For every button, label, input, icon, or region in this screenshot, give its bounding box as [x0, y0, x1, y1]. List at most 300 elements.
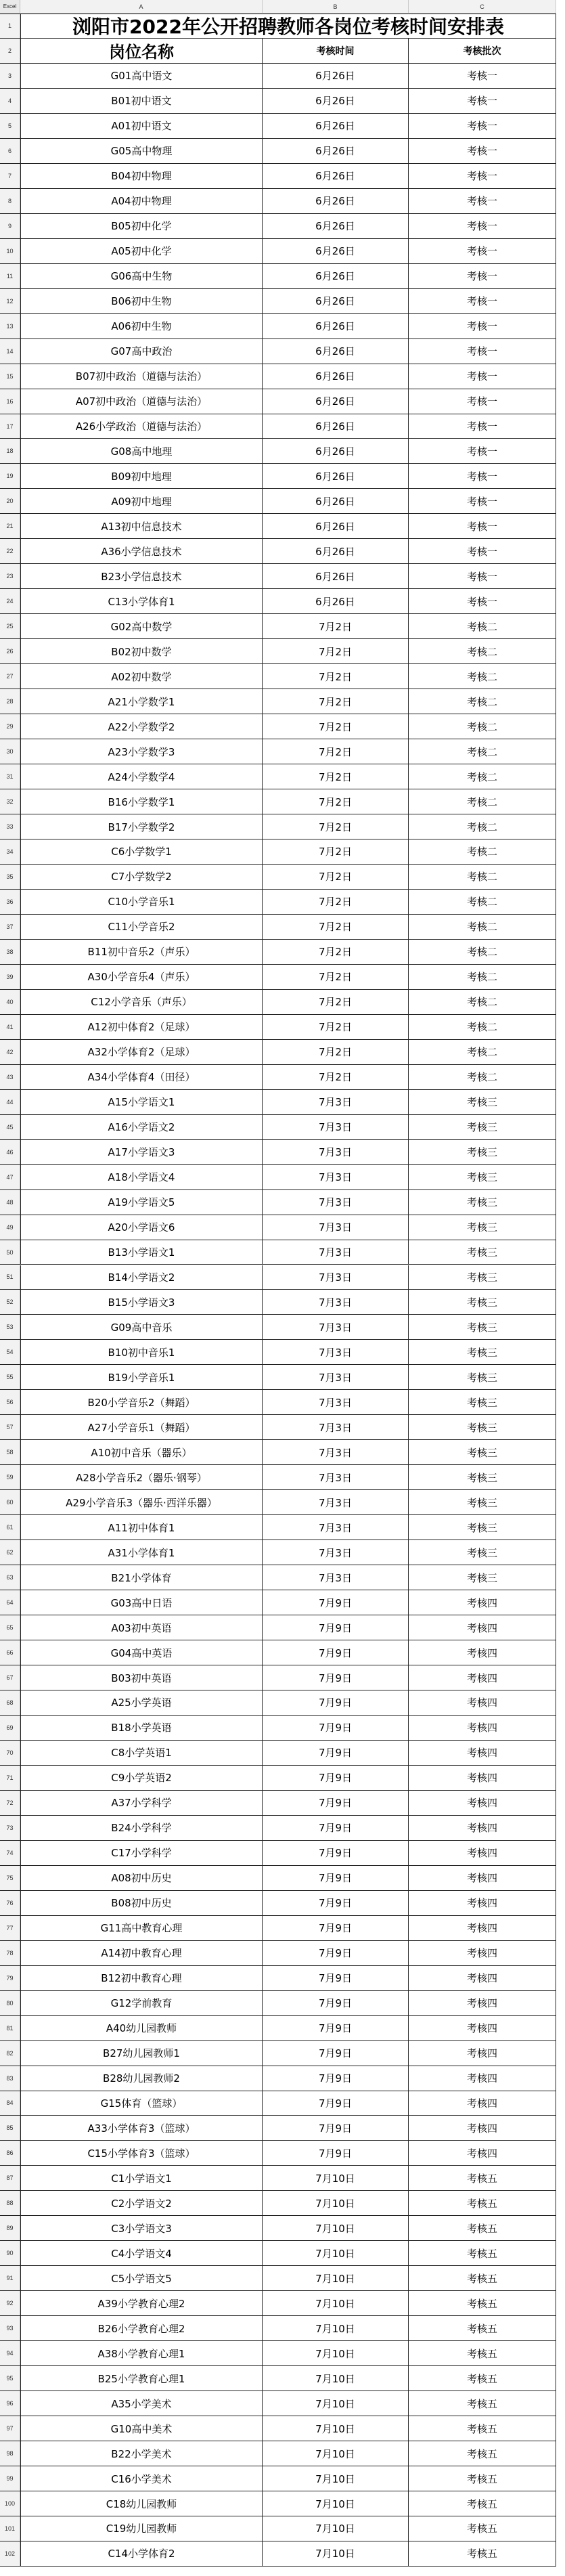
cell-batch[interactable]: 考核三 — [409, 1440, 556, 1464]
cell-time[interactable]: 7月2日 — [263, 1065, 409, 1089]
cell-time[interactable]: 7月9日 — [263, 1716, 409, 1740]
cell-time[interactable]: 7月9日 — [263, 1665, 409, 1690]
cell-time[interactable]: 7月9日 — [263, 1741, 409, 1765]
cell-time[interactable]: 7月3日 — [263, 1240, 409, 1265]
cell-time[interactable]: 7月2日 — [263, 890, 409, 914]
sheet-title[interactable]: 浏阳市2022年公开招聘教师各岗位考核时间安排表 — [20, 14, 556, 38]
cell-time[interactable]: 7月3日 — [263, 1415, 409, 1439]
cell-batch[interactable]: 考核一 — [409, 164, 556, 188]
cell-position[interactable]: B05初中化学 — [20, 214, 263, 238]
cell-position[interactable]: A40幼儿园教师 — [20, 2016, 263, 2040]
cell-batch[interactable]: 考核四 — [409, 2141, 556, 2165]
cell-batch[interactable]: 考核四 — [409, 2066, 556, 2091]
cell-batch[interactable]: 考核一 — [409, 214, 556, 238]
column-header-b[interactable]: B — [263, 0, 409, 14]
cell-batch[interactable]: 考核一 — [409, 239, 556, 263]
cell-time[interactable]: 7月9日 — [263, 2141, 409, 2165]
cell-batch[interactable]: 考核三 — [409, 1365, 556, 1389]
cell-position[interactable]: B14小学语文2 — [20, 1265, 263, 1290]
cell-position[interactable]: G06高中生物 — [20, 264, 263, 288]
cell-time[interactable]: 7月9日 — [263, 1590, 409, 1615]
cell-position[interactable]: A01初中语文 — [20, 114, 263, 138]
cell-position[interactable]: A18小学语文4 — [20, 1165, 263, 1189]
cell-time[interactable]: 7月10日 — [263, 2216, 409, 2240]
cell-position[interactable]: G01高中语文 — [20, 64, 263, 88]
cell-time[interactable]: 7月10日 — [263, 2466, 409, 2491]
cell-batch[interactable]: 考核二 — [409, 739, 556, 764]
cell-time[interactable]: 7月3日 — [263, 1365, 409, 1389]
cell-time[interactable]: 7月2日 — [263, 714, 409, 739]
cell-position[interactable]: C2小学语文2 — [20, 2191, 263, 2215]
cell-position[interactable]: B21小学体育 — [20, 1565, 263, 1590]
cell-batch[interactable]: 考核一 — [409, 589, 556, 613]
cell-batch[interactable]: 考核五 — [409, 2416, 556, 2441]
cell-time[interactable]: 6月26日 — [263, 214, 409, 238]
cell-position[interactable]: A35小学美术 — [20, 2391, 263, 2416]
cell-batch[interactable]: 考核二 — [409, 915, 556, 939]
cell-position[interactable]: B01初中语文 — [20, 89, 263, 113]
cell-time[interactable]: 7月3日 — [263, 1390, 409, 1414]
cell-batch[interactable]: 考核一 — [409, 314, 556, 339]
cell-time[interactable]: 7月2日 — [263, 739, 409, 764]
cell-time[interactable]: 6月26日 — [263, 539, 409, 563]
cell-position[interactable]: C13小学体育1 — [20, 589, 263, 613]
header-cell-batch[interactable]: 考核批次 — [409, 39, 556, 63]
cell-batch[interactable]: 考核四 — [409, 1741, 556, 1765]
cell-batch[interactable]: 考核二 — [409, 639, 556, 663]
cell-position[interactable]: B22小学美术 — [20, 2441, 263, 2466]
cell-position[interactable]: A12初中体育2（足球） — [20, 1015, 263, 1039]
cell-time[interactable]: 7月2日 — [263, 865, 409, 889]
cell-time[interactable]: 7月10日 — [263, 2441, 409, 2466]
cell-time[interactable]: 7月2日 — [263, 965, 409, 989]
cell-position[interactable]: B03初中英语 — [20, 1665, 263, 1690]
cell-batch[interactable]: 考核五 — [409, 2366, 556, 2391]
cell-time[interactable]: 7月9日 — [263, 1640, 409, 1665]
cell-time[interactable]: 7月10日 — [263, 2541, 409, 2566]
cell-position[interactable]: A05初中化学 — [20, 239, 263, 263]
cell-batch[interactable]: 考核五 — [409, 2516, 556, 2541]
cell-batch[interactable]: 考核二 — [409, 614, 556, 638]
cell-position[interactable]: A28小学音乐2（器乐·钢琴） — [20, 1465, 263, 1489]
cell-position[interactable]: B24小学科学 — [20, 1816, 263, 1840]
cell-time[interactable]: 7月10日 — [263, 2416, 409, 2441]
cell-position[interactable]: C15小学体育3（篮球） — [20, 2141, 263, 2165]
cell-time[interactable]: 6月26日 — [263, 564, 409, 588]
cell-position[interactable]: G08高中地理 — [20, 439, 263, 463]
cell-time[interactable]: 6月26日 — [263, 64, 409, 88]
cell-batch[interactable]: 考核四 — [409, 1640, 556, 1665]
cell-position[interactable]: A03初中英语 — [20, 1615, 263, 1640]
cell-batch[interactable]: 考核四 — [409, 1866, 556, 1890]
cell-batch[interactable]: 考核五 — [409, 2391, 556, 2416]
cell-time[interactable]: 7月3日 — [263, 1190, 409, 1215]
cell-batch[interactable]: 考核一 — [409, 539, 556, 563]
cell-time[interactable]: 7月2日 — [263, 789, 409, 814]
cell-batch[interactable]: 考核二 — [409, 1015, 556, 1039]
cell-time[interactable]: 6月26日 — [263, 264, 409, 288]
cell-batch[interactable]: 考核一 — [409, 564, 556, 588]
cell-batch[interactable]: 考核三 — [409, 1565, 556, 1590]
cell-batch[interactable]: 考核一 — [409, 464, 556, 488]
cell-time[interactable]: 6月26日 — [263, 114, 409, 138]
cell-position[interactable]: A15小学语文1 — [20, 1090, 263, 1114]
cell-time[interactable]: 7月9日 — [263, 1966, 409, 1990]
cell-position[interactable]: A23小学数学3 — [20, 739, 263, 764]
cell-time[interactable]: 7月10日 — [263, 2266, 409, 2290]
cell-time[interactable]: 6月26日 — [263, 89, 409, 113]
cell-batch[interactable]: 考核五 — [409, 2166, 556, 2190]
cell-position[interactable]: A34小学体育4（田径） — [20, 1065, 263, 1089]
cell-time[interactable]: 6月26日 — [263, 414, 409, 439]
cell-batch[interactable]: 考核三 — [409, 1340, 556, 1364]
cell-position[interactable]: G07高中政治 — [20, 339, 263, 364]
cell-time[interactable]: 7月2日 — [263, 664, 409, 689]
cell-time[interactable]: 7月10日 — [263, 2491, 409, 2516]
cell-position[interactable]: A09初中地理 — [20, 489, 263, 513]
cell-batch[interactable]: 考核一 — [409, 189, 556, 213]
cell-position[interactable]: C11小学音乐2 — [20, 915, 263, 939]
cell-position[interactable]: B18小学英语 — [20, 1716, 263, 1740]
cell-position[interactable]: B26小学教育心理2 — [20, 2316, 263, 2340]
cell-batch[interactable]: 考核五 — [409, 2266, 556, 2290]
cell-position[interactable]: B08初中历史 — [20, 1891, 263, 1915]
cell-time[interactable]: 7月10日 — [263, 2516, 409, 2541]
cell-position[interactable]: G09高中音乐 — [20, 1315, 263, 1339]
cell-time[interactable]: 7月9日 — [263, 1991, 409, 2015]
cell-time[interactable]: 7月9日 — [263, 1941, 409, 1965]
cell-time[interactable]: 7月9日 — [263, 2116, 409, 2140]
cell-position[interactable]: B20小学音乐2（舞蹈） — [20, 1390, 263, 1414]
cell-position[interactable]: A20小学语文6 — [20, 1215, 263, 1240]
cell-position[interactable]: A04初中物理 — [20, 189, 263, 213]
cell-time[interactable]: 6月26日 — [263, 139, 409, 163]
cell-time[interactable]: 7月2日 — [263, 940, 409, 964]
cell-position[interactable]: G15体育（篮球） — [20, 2091, 263, 2116]
cell-time[interactable]: 7月3日 — [263, 1290, 409, 1314]
cell-batch[interactable]: 考核四 — [409, 1916, 556, 1940]
cell-batch[interactable]: 考核三 — [409, 1165, 556, 1189]
cell-time[interactable]: 6月26日 — [263, 514, 409, 538]
column-header-c[interactable]: C — [409, 0, 556, 14]
cell-batch[interactable]: 考核三 — [409, 1215, 556, 1240]
cell-time[interactable]: 6月26日 — [263, 439, 409, 463]
cell-time[interactable]: 7月2日 — [263, 1040, 409, 1064]
cell-position[interactable]: A21小学数学1 — [20, 689, 263, 714]
cell-time[interactable]: 7月2日 — [263, 614, 409, 638]
cell-position[interactable]: B15小学语文3 — [20, 1290, 263, 1314]
cell-batch[interactable]: 考核三 — [409, 1415, 556, 1439]
cell-position[interactable]: A11初中体育1 — [20, 1515, 263, 1540]
cell-batch[interactable]: 考核三 — [409, 1490, 556, 1514]
cell-time[interactable]: 7月9日 — [263, 1791, 409, 1815]
cell-position[interactable]: C19幼儿园教师 — [20, 2516, 263, 2541]
cell-batch[interactable]: 考核五 — [409, 2191, 556, 2215]
cell-batch[interactable]: 考核一 — [409, 339, 556, 364]
cell-batch[interactable]: 考核一 — [409, 264, 556, 288]
cell-position[interactable]: C3小学语文3 — [20, 2216, 263, 2240]
cell-batch[interactable]: 考核二 — [409, 1040, 556, 1064]
cell-position[interactable]: G05高中物理 — [20, 139, 263, 163]
cell-batch[interactable]: 考核五 — [409, 2291, 556, 2315]
cell-position[interactable]: C8小学英语1 — [20, 1741, 263, 1765]
cell-batch[interactable]: 考核二 — [409, 789, 556, 814]
cell-time[interactable]: 7月10日 — [263, 2341, 409, 2365]
cell-position[interactable]: A02初中数学 — [20, 664, 263, 689]
cell-position[interactable]: B13小学语文1 — [20, 1240, 263, 1265]
cell-position[interactable]: B19小学音乐1 — [20, 1365, 263, 1389]
cell-time[interactable]: 7月3日 — [263, 1440, 409, 1464]
cell-position[interactable]: C17小学科学 — [20, 1841, 263, 1865]
cell-batch[interactable]: 考核二 — [409, 764, 556, 789]
cell-time[interactable]: 7月10日 — [263, 2316, 409, 2340]
cell-position[interactable]: A36小学信息技术 — [20, 539, 263, 563]
cell-time[interactable]: 7月3日 — [263, 1140, 409, 1164]
header-cell-time[interactable]: 考核时间 — [263, 39, 409, 63]
cell-batch[interactable]: 考核四 — [409, 1891, 556, 1915]
cell-time[interactable]: 7月3日 — [263, 1540, 409, 1565]
cell-position[interactable]: B06初中生物 — [20, 289, 263, 313]
cell-batch[interactable]: 考核五 — [409, 2541, 556, 2566]
cell-time[interactable]: 7月2日 — [263, 1015, 409, 1039]
cell-position[interactable]: C4小学语文4 — [20, 2241, 263, 2265]
cell-batch[interactable]: 考核五 — [409, 2341, 556, 2365]
cell-position[interactable]: G12学前教育 — [20, 1991, 263, 2015]
cell-time[interactable]: 6月26日 — [263, 189, 409, 213]
cell-batch[interactable]: 考核一 — [409, 64, 556, 88]
cell-batch[interactable]: 考核三 — [409, 1465, 556, 1489]
cell-time[interactable]: 7月9日 — [263, 1816, 409, 1840]
cell-batch[interactable]: 考核四 — [409, 1841, 556, 1865]
cell-time[interactable]: 7月9日 — [263, 1766, 409, 1790]
cell-position[interactable]: A31小学体育1 — [20, 1540, 263, 1565]
cell-time[interactable]: 7月3日 — [263, 1165, 409, 1189]
cell-position[interactable]: C1小学语文1 — [20, 2166, 263, 2190]
header-cell-position[interactable]: 岗位名称 — [20, 39, 263, 63]
cell-batch[interactable]: 考核四 — [409, 1665, 556, 1690]
cell-position[interactable]: A25小学英语 — [20, 1690, 263, 1715]
cell-batch[interactable]: 考核一 — [409, 289, 556, 313]
cell-batch[interactable]: 考核三 — [409, 1540, 556, 1565]
cell-time[interactable]: 6月26日 — [263, 289, 409, 313]
cell-position[interactable]: B07初中政治（道德与法治） — [20, 364, 263, 389]
cell-batch[interactable]: 考核四 — [409, 2041, 556, 2066]
cell-position[interactable]: G04高中英语 — [20, 1640, 263, 1665]
cell-position[interactable]: C14小学体育2 — [20, 2541, 263, 2566]
cell-time[interactable]: 7月3日 — [263, 1265, 409, 1290]
cell-time[interactable]: 7月10日 — [263, 2241, 409, 2265]
cell-batch[interactable]: 考核三 — [409, 1515, 556, 1540]
cell-position[interactable]: A26小学政治（道德与法治） — [20, 414, 263, 439]
cell-batch[interactable]: 考核五 — [409, 2466, 556, 2491]
cell-batch[interactable]: 考核一 — [409, 89, 556, 113]
cell-time[interactable]: 7月10日 — [263, 2291, 409, 2315]
cell-time[interactable]: 6月26日 — [263, 464, 409, 488]
cell-batch[interactable]: 考核二 — [409, 839, 556, 864]
cell-position[interactable]: A14初中教育心理 — [20, 1941, 263, 1965]
cell-batch[interactable]: 考核三 — [409, 1090, 556, 1114]
cell-time[interactable]: 7月10日 — [263, 2391, 409, 2416]
cell-position[interactable]: G10高中美术 — [20, 2416, 263, 2441]
cell-batch[interactable]: 考核二 — [409, 990, 556, 1014]
cell-batch[interactable]: 考核二 — [409, 814, 556, 839]
cell-position[interactable]: B28幼儿园教师2 — [20, 2066, 263, 2091]
cell-position[interactable]: G11高中教育心理 — [20, 1916, 263, 1940]
cell-batch[interactable]: 考核四 — [409, 1590, 556, 1615]
cell-batch[interactable]: 考核三 — [409, 1290, 556, 1314]
cell-batch[interactable]: 考核四 — [409, 2091, 556, 2116]
cell-time[interactable]: 7月9日 — [263, 2016, 409, 2040]
cell-time[interactable]: 7月10日 — [263, 2191, 409, 2215]
cell-batch[interactable]: 考核一 — [409, 514, 556, 538]
cell-batch[interactable]: 考核二 — [409, 664, 556, 689]
cell-time[interactable]: 7月9日 — [263, 1690, 409, 1715]
cell-time[interactable]: 7月9日 — [263, 1615, 409, 1640]
cell-time[interactable]: 7月3日 — [263, 1565, 409, 1590]
cell-time[interactable]: 6月26日 — [263, 339, 409, 364]
cell-time[interactable]: 6月26日 — [263, 164, 409, 188]
cell-batch[interactable]: 考核三 — [409, 1240, 556, 1265]
cell-batch[interactable]: 考核四 — [409, 1966, 556, 1990]
cell-position[interactable]: A19小学语文5 — [20, 1190, 263, 1215]
cell-batch[interactable]: 考核四 — [409, 1766, 556, 1790]
cell-position[interactable]: C9小学英语2 — [20, 1766, 263, 1790]
cell-position[interactable]: A33小学体育3（篮球） — [20, 2116, 263, 2140]
cell-time[interactable]: 6月26日 — [263, 314, 409, 339]
cell-position[interactable]: A39小学教育心理2 — [20, 2291, 263, 2315]
cell-position[interactable]: C5小学语文5 — [20, 2266, 263, 2290]
cell-batch[interactable]: 考核二 — [409, 965, 556, 989]
cell-time[interactable]: 7月9日 — [263, 1866, 409, 1890]
cell-time[interactable]: 7月3日 — [263, 1490, 409, 1514]
cell-position[interactable]: A22小学数学2 — [20, 714, 263, 739]
cell-time[interactable]: 7月3日 — [263, 1315, 409, 1339]
cell-batch[interactable]: 考核三 — [409, 1390, 556, 1414]
cell-time[interactable]: 7月3日 — [263, 1215, 409, 1240]
cell-batch[interactable]: 考核四 — [409, 1690, 556, 1715]
cell-position[interactable]: A38小学教育心理1 — [20, 2341, 263, 2365]
cell-batch[interactable]: 考核三 — [409, 1140, 556, 1164]
cell-position[interactable]: A06初中生物 — [20, 314, 263, 339]
cell-position[interactable]: A24小学数学4 — [20, 764, 263, 789]
cell-position[interactable]: B23小学信息技术 — [20, 564, 263, 588]
cell-position[interactable]: B16小学数学1 — [20, 789, 263, 814]
cell-position[interactable]: C6小学数学1 — [20, 839, 263, 864]
cell-batch[interactable]: 考核四 — [409, 1615, 556, 1640]
cell-batch[interactable]: 考核五 — [409, 2316, 556, 2340]
cell-batch[interactable]: 考核一 — [409, 489, 556, 513]
cell-time[interactable]: 7月2日 — [263, 839, 409, 864]
cell-time[interactable]: 6月26日 — [263, 389, 409, 414]
cell-time[interactable]: 6月26日 — [263, 239, 409, 263]
cell-batch[interactable]: 考核五 — [409, 2491, 556, 2516]
cell-position[interactable]: B25小学教育心理1 — [20, 2366, 263, 2391]
cell-position[interactable]: A17小学语文3 — [20, 1140, 263, 1164]
cell-time[interactable]: 6月26日 — [263, 364, 409, 389]
cell-batch[interactable]: 考核四 — [409, 1716, 556, 1740]
cell-time[interactable]: 7月9日 — [263, 2091, 409, 2116]
cell-batch[interactable]: 考核三 — [409, 1315, 556, 1339]
cell-batch[interactable]: 考核四 — [409, 2116, 556, 2140]
cell-batch[interactable]: 考核四 — [409, 1816, 556, 1840]
cell-position[interactable]: A08初中历史 — [20, 1866, 263, 1890]
cell-batch[interactable]: 考核五 — [409, 2241, 556, 2265]
cell-time[interactable]: 7月3日 — [263, 1340, 409, 1364]
cell-time[interactable]: 7月9日 — [263, 2066, 409, 2091]
cell-batch[interactable]: 考核四 — [409, 1991, 556, 2015]
cell-time[interactable]: 7月10日 — [263, 2166, 409, 2190]
cell-position[interactable]: A37小学科学 — [20, 1791, 263, 1815]
cell-position[interactable]: A10初中音乐（器乐） — [20, 1440, 263, 1464]
cell-time[interactable]: 7月10日 — [263, 2366, 409, 2391]
column-header-a[interactable]: A — [20, 0, 263, 14]
cell-position[interactable]: A30小学音乐4（声乐） — [20, 965, 263, 989]
cell-position[interactable]: B02初中数学 — [20, 639, 263, 663]
cell-position[interactable]: A16小学语文2 — [20, 1115, 263, 1139]
cell-position[interactable]: C18幼儿园教师 — [20, 2491, 263, 2516]
cell-position[interactable]: C10小学音乐1 — [20, 890, 263, 914]
cell-position[interactable]: A29小学音乐3（器乐·西洋乐器） — [20, 1490, 263, 1514]
cell-batch[interactable]: 考核四 — [409, 2016, 556, 2040]
cell-batch[interactable]: 考核二 — [409, 940, 556, 964]
cell-time[interactable]: 7月2日 — [263, 689, 409, 714]
cell-position[interactable]: B04初中物理 — [20, 164, 263, 188]
cell-batch[interactable]: 考核五 — [409, 2441, 556, 2466]
cell-batch[interactable]: 考核二 — [409, 689, 556, 714]
cell-position[interactable]: B17小学数学2 — [20, 814, 263, 839]
cell-batch[interactable]: 考核四 — [409, 1791, 556, 1815]
cell-time[interactable]: 7月2日 — [263, 990, 409, 1014]
cell-time[interactable]: 7月2日 — [263, 814, 409, 839]
cell-position[interactable]: A27小学音乐1（舞蹈） — [20, 1415, 263, 1439]
cell-batch[interactable]: 考核二 — [409, 714, 556, 739]
cell-time[interactable]: 7月9日 — [263, 1841, 409, 1865]
cell-batch[interactable]: 考核一 — [409, 389, 556, 414]
cell-time[interactable]: 7月3日 — [263, 1465, 409, 1489]
cell-time[interactable]: 7月2日 — [263, 639, 409, 663]
cell-time[interactable]: 7月3日 — [263, 1115, 409, 1139]
cell-position[interactable]: C16小学美术 — [20, 2466, 263, 2491]
cell-batch[interactable]: 考核一 — [409, 439, 556, 463]
cell-position[interactable]: B09初中地理 — [20, 464, 263, 488]
cell-position[interactable]: A07初中政治（道德与法治） — [20, 389, 263, 414]
cell-position[interactable]: A32小学体育2（足球） — [20, 1040, 263, 1064]
cell-batch[interactable]: 考核一 — [409, 414, 556, 439]
cell-position[interactable]: B10初中音乐1 — [20, 1340, 263, 1364]
cell-batch[interactable]: 考核三 — [409, 1265, 556, 1290]
cell-batch[interactable]: 考核一 — [409, 114, 556, 138]
cell-time[interactable]: 7月2日 — [263, 915, 409, 939]
cell-batch[interactable]: 考核三 — [409, 1190, 556, 1215]
cell-position[interactable]: C7小学数学2 — [20, 865, 263, 889]
cell-time[interactable]: 7月9日 — [263, 1916, 409, 1940]
cell-batch[interactable]: 考核三 — [409, 1115, 556, 1139]
cell-position[interactable]: B11初中音乐2（声乐） — [20, 940, 263, 964]
cell-time[interactable]: 7月3日 — [263, 1515, 409, 1540]
cell-position[interactable]: B27幼儿园教师1 — [20, 2041, 263, 2066]
cell-position[interactable]: G02高中数学 — [20, 614, 263, 638]
cell-position[interactable]: G03高中日语 — [20, 1590, 263, 1615]
cell-batch[interactable]: 考核二 — [409, 890, 556, 914]
cell-batch[interactable]: 考核一 — [409, 139, 556, 163]
cell-time[interactable]: 7月3日 — [263, 1090, 409, 1114]
cell-position[interactable]: A13初中信息技术 — [20, 514, 263, 538]
cell-time[interactable]: 6月26日 — [263, 489, 409, 513]
cell-batch[interactable]: 考核一 — [409, 364, 556, 389]
cell-batch[interactable]: 考核二 — [409, 1065, 556, 1089]
cell-time[interactable]: 7月9日 — [263, 2041, 409, 2066]
cell-time[interactable]: 7月2日 — [263, 764, 409, 789]
